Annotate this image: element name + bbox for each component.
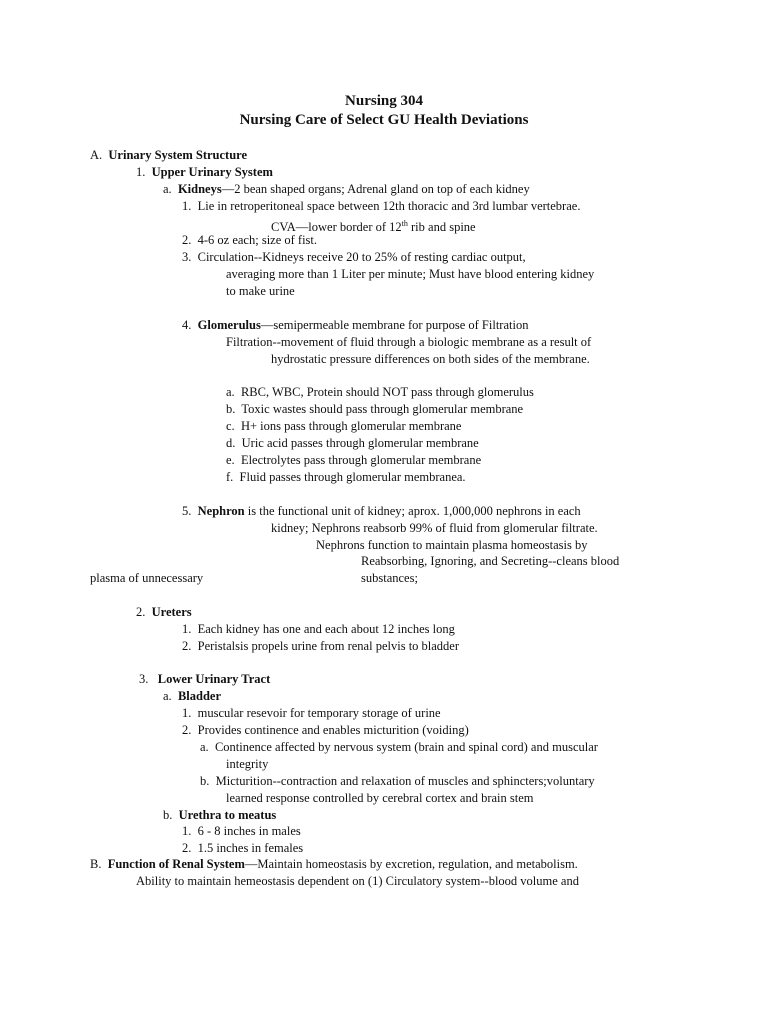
outline-marker: 1. xyxy=(136,165,146,179)
outline-marker: b. xyxy=(200,774,210,788)
outline-line xyxy=(316,538,587,553)
line-text: substances; xyxy=(361,571,418,585)
line-text: Peristalsis propels urine from renal pelvis to bladder xyxy=(197,639,460,653)
outline-marker: 1. xyxy=(182,706,192,720)
line-text: —Maintain homeostasis by excretion, regulation, and metabolism. xyxy=(244,857,578,871)
term: Urethra to meatus xyxy=(178,808,277,822)
line-text: 4-6 oz each; size of fist. xyxy=(197,233,318,247)
outline-line xyxy=(90,571,203,586)
outline-line xyxy=(163,689,221,704)
line-text: H+ ions pass through glomerular membrane xyxy=(240,419,462,433)
outline-line xyxy=(182,504,581,519)
outline-line xyxy=(361,571,418,586)
outline-line xyxy=(361,554,619,569)
outline-line xyxy=(200,774,595,789)
line-text: plasma of unnecessary xyxy=(90,571,204,585)
outline-line xyxy=(163,182,530,197)
outline-line xyxy=(182,250,526,265)
outline-marker: b. xyxy=(226,402,236,416)
subsection-heading: Lower Urinary Tract xyxy=(157,672,271,686)
outline-marker: a. xyxy=(226,385,235,399)
line-text: Ability to maintain hemeostasis dependent on (1) Circulatory system--blood volume and xyxy=(136,874,579,888)
line-text: kidney; Nephrons reabsorb 99% of fluid from glomerular filtrate. xyxy=(271,521,598,535)
outline-line xyxy=(226,335,591,350)
outline-line xyxy=(271,352,590,367)
outline-line xyxy=(182,706,441,721)
outline-marker: 2. xyxy=(182,841,192,855)
outline-line xyxy=(90,148,247,163)
outline-marker: 1. xyxy=(182,824,192,838)
subsection-heading: Ureters xyxy=(151,605,192,619)
document-subtitle: Nursing Care of Select GU Health Deviations xyxy=(239,112,529,128)
outline-line xyxy=(182,622,455,637)
line-text: hydrostatic pressure differences on both sides of the membrane. xyxy=(271,352,590,366)
outline-marker: 1. xyxy=(182,199,192,213)
outline-line xyxy=(182,233,317,248)
list-item xyxy=(226,470,466,485)
line-text: Continence affected by nervous system (brain and spinal cord) and muscular xyxy=(214,740,598,754)
outline-line xyxy=(226,791,534,806)
document-title: Nursing 304 xyxy=(345,93,423,109)
section-heading: Urinary System Structure xyxy=(108,148,248,162)
line-text: muscular resevoir for temporary storage of urine xyxy=(197,706,441,720)
outline-marker: d. xyxy=(226,436,236,450)
line-text: Electrolytes pass through glomerular membrane xyxy=(240,453,482,467)
outline-marker: e. xyxy=(226,453,235,467)
outline-line xyxy=(163,808,276,823)
line-text: Lie in retroperitoneal space between 12th thoracic and 3rd lumbar vertebrae. xyxy=(197,199,581,213)
outline-marker: A. xyxy=(90,148,103,162)
section-heading: Function of Renal System xyxy=(107,857,245,871)
outline-line xyxy=(136,165,273,180)
outline-marker: a. xyxy=(163,689,172,703)
line-text: Filtration--movement of fluid through a biologic membrane as a result of xyxy=(226,335,592,349)
outline-line xyxy=(226,267,594,282)
line-text: 6 - 8 inches in males xyxy=(197,824,301,838)
outline-line xyxy=(226,757,268,772)
outline-marker: B. xyxy=(90,857,102,871)
line-text: averaging more than 1 Liter per minute; Must have blood entering kidney xyxy=(226,267,595,281)
outline-line xyxy=(182,841,303,856)
line-text: Micturition--contraction and relaxation of muscles and sphincters;voluntary xyxy=(215,774,595,788)
outline-line xyxy=(182,824,301,839)
line-text: Nephrons function to maintain plasma homeostasis by xyxy=(316,538,588,552)
line-text: Each kidney has one and each about 12 inches long xyxy=(197,622,455,636)
line-text: Uric acid passes through glomerular membrane xyxy=(241,436,479,450)
outline-line xyxy=(139,672,270,687)
outline-line xyxy=(226,284,295,299)
line-text: is the functional unit of kidney; aprox. 1,000,000 nephrons in each xyxy=(244,504,581,518)
line-text: Reabsorbing, Ignoring, and Secreting--cleans blood xyxy=(361,554,620,568)
line-text: integrity xyxy=(226,757,269,771)
list-item xyxy=(226,385,534,400)
outline-marker: 1. xyxy=(182,622,192,636)
outline-marker: 3. xyxy=(139,672,149,686)
superscript: th xyxy=(401,219,408,228)
line-text: 1.5 inches in females xyxy=(197,841,304,855)
subsection-heading: Upper Urinary System xyxy=(151,165,273,179)
list-item xyxy=(226,453,481,468)
term: Nephron xyxy=(197,504,245,518)
list-item xyxy=(226,419,461,434)
outline-marker: f. xyxy=(226,470,234,484)
outline-line xyxy=(136,605,192,620)
term: Glomerulus xyxy=(197,318,261,332)
outline-marker: 2. xyxy=(182,233,192,247)
outline-line xyxy=(90,857,578,872)
term: Kidneys xyxy=(177,182,222,196)
outline-line xyxy=(200,740,598,755)
line-text: Fluid passes through glomerular membranea. xyxy=(239,470,466,484)
outline-line xyxy=(271,521,598,536)
outline-marker: 2. xyxy=(136,605,146,619)
line-text: Toxic wastes should pass through glomerular membrane xyxy=(241,402,524,416)
outline-marker: a. xyxy=(200,740,209,754)
outline-line xyxy=(136,874,579,889)
outline-marker: 2. xyxy=(182,723,192,737)
line-text: Provides continence and enables micturition (voiding) xyxy=(197,723,469,737)
outline-marker: 5. xyxy=(182,504,192,518)
outline-line xyxy=(182,318,528,333)
outline-marker: 4. xyxy=(182,318,192,332)
outline-line xyxy=(182,723,469,738)
line-text: to make urine xyxy=(226,284,295,298)
outline-marker: 2. xyxy=(182,639,192,653)
outline-line xyxy=(182,199,580,214)
outline-marker: c. xyxy=(226,419,235,433)
list-item xyxy=(226,402,523,417)
line-text: CVA—lower border of 12 xyxy=(271,220,402,235)
outline-marker: a. xyxy=(163,182,172,196)
outline-line xyxy=(182,639,459,654)
line-text: RBC, WBC, Protein should NOT pass through glomerulus xyxy=(240,385,534,399)
line-text: —2 bean shaped organs; Adrenal gland on top of each kidney xyxy=(221,182,530,196)
line-text: rib and spine xyxy=(407,220,476,235)
outline-marker: 3. xyxy=(182,250,192,264)
line-text: —semipermeable membrane for purpose of Filtration xyxy=(260,318,529,332)
outline-marker: b. xyxy=(163,808,173,822)
term: Bladder xyxy=(177,689,221,703)
line-text: learned response controlled by cerebral cortex and brain stem xyxy=(226,791,534,805)
line-text: Circulation--Kidneys receive 20 to 25% of resting cardiac output, xyxy=(197,250,526,264)
list-item xyxy=(226,436,479,451)
